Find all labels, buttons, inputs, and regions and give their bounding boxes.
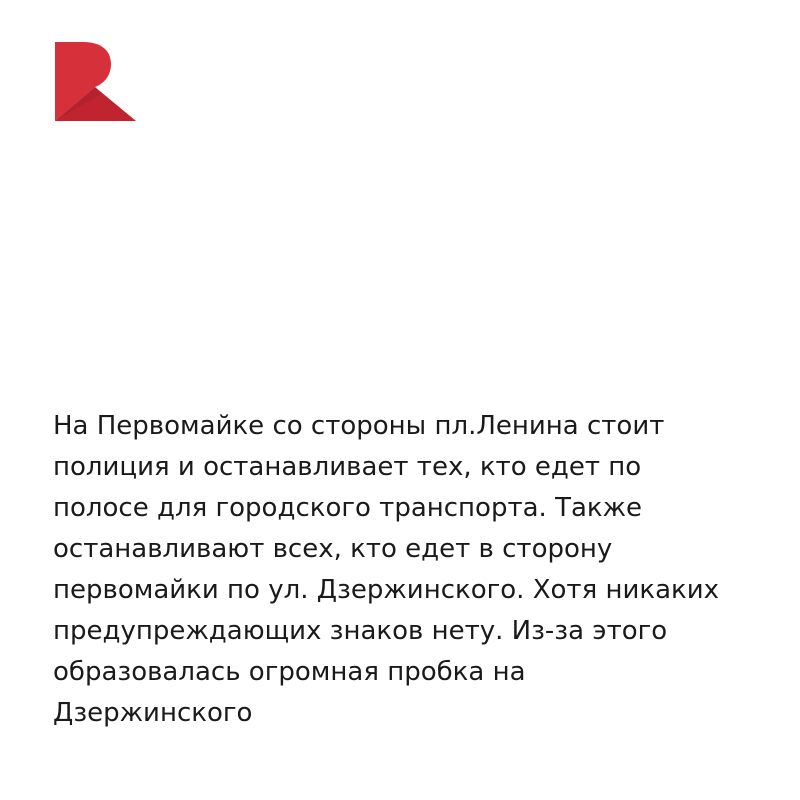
post-line: останавливают всех, кто едет в сторону xyxy=(53,534,613,564)
post-line: На Первомайке со стороны пл.Ленина стоит xyxy=(53,411,665,441)
post-line: первомайки по ул. Дзержинского. Хотя никаких xyxy=(53,575,719,605)
post-text xyxy=(53,406,773,734)
post-line: полосе для городского транспорта. Также xyxy=(53,493,643,523)
post-line: Дзержинского xyxy=(53,698,253,728)
post-line: образовалась огромная пробка на xyxy=(53,657,526,687)
post-line: полиция и останавливает тех, кто едет по xyxy=(53,452,642,482)
brand-logo-icon xyxy=(55,42,136,121)
post-line: предупреждающих знаков нету. Из-за этого xyxy=(53,616,668,646)
